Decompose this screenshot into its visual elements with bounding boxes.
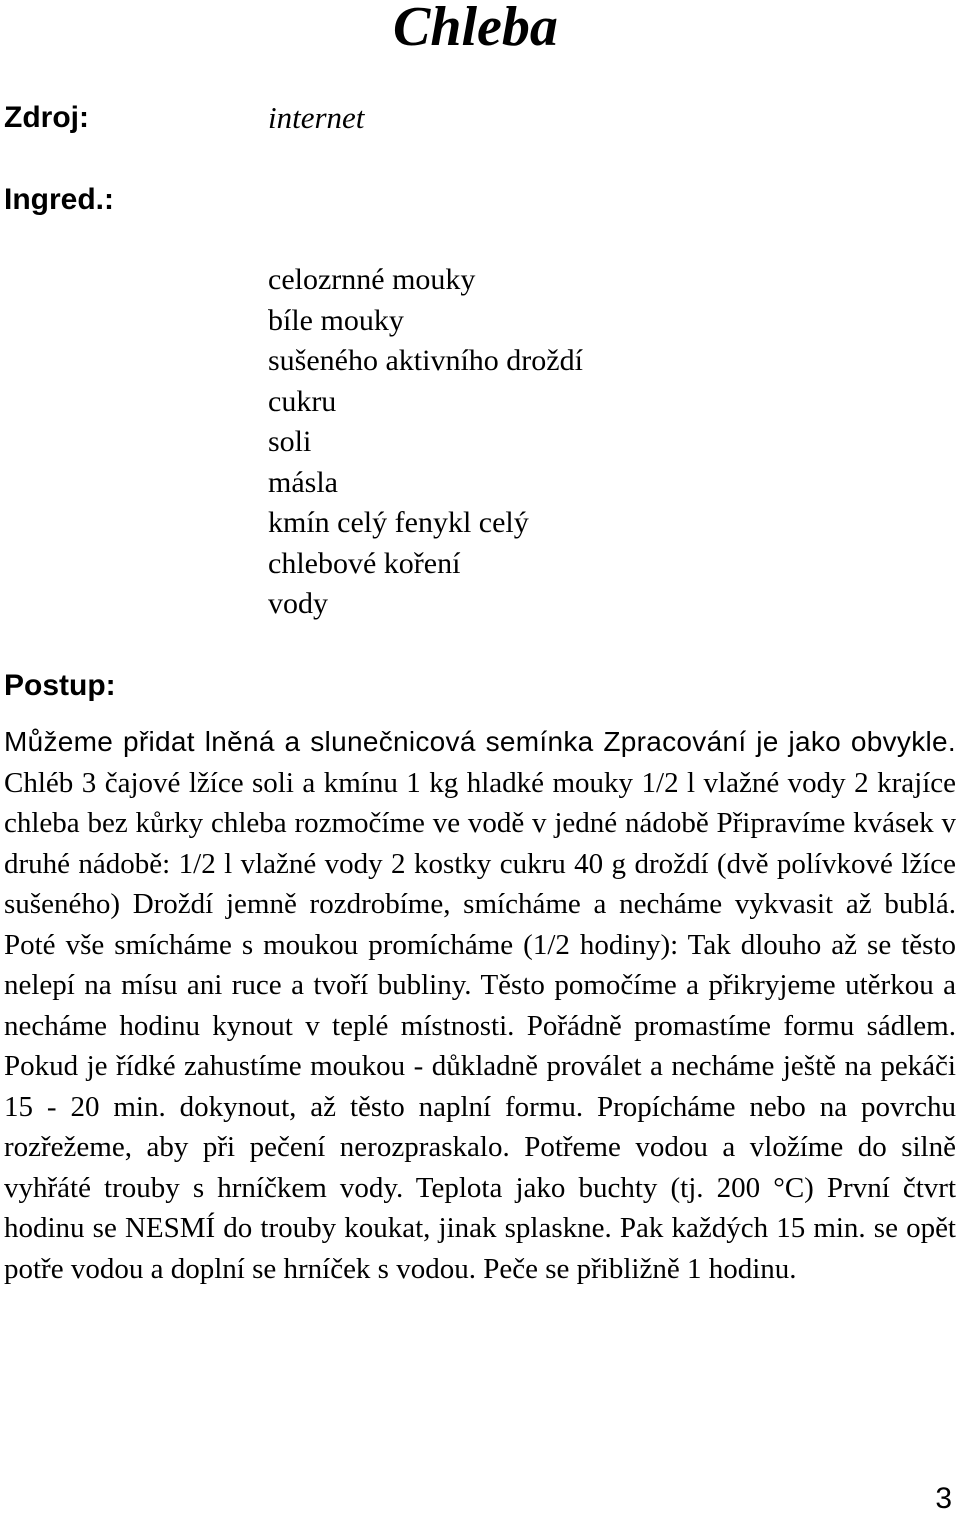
ingredient-name: kmín celý fenykl celý (268, 506, 529, 539)
ingredient-row (0, 544, 700, 585)
ingredients-list (0, 260, 700, 625)
ingredient-row (0, 341, 700, 382)
ingredient-row (0, 260, 700, 301)
ingredient-name: másla (268, 465, 338, 499)
ingredient-row (0, 422, 700, 463)
ingredient-name: chlebové koření (268, 546, 461, 580)
source-label: Zdroj: (4, 101, 89, 134)
ingredient-row (0, 584, 700, 625)
ingredient-name: soli (268, 425, 312, 458)
ingredients-label: Ingred.: (4, 183, 114, 216)
ingredient-row (0, 503, 700, 544)
ingredient-name: sušeného aktivního droždí (268, 344, 583, 377)
page-number: 3 (935, 1482, 952, 1515)
ingredient-row (0, 463, 700, 504)
procedure-steps: Chléb 3 čajové lžíce soli a kmínu 1 kg hladké mouky 1/2 l vlažné vody 2 krajíce chleba bez kůrky chleba rozmočíme ve vodě v jedné nádobě Připravíme kvásek v druhé nádobě: 1/2 l vlažné vody 2 kostky cukru 40 g droždí (dvě polívkové lžíce sušeného) Droždí jemně rozdrobíme, smícháme a necháme vykvasit až bublá. Poté vše smícháme s moukou promícháme (1/2 hodiny): Tak dlouho až se těsto nelepí na mísu ani ruce a tvoří bubliny. Těsto pomočíme a přikryjeme utěrkou a necháme hodinu kynout v teplé místnosti. Pořádně promastíme formu sádlem. Pokud je řídké zahustíme moukou - důkladně proválet a necháme ještě na pekáči 15 - 20 min. dokynout, až těsto naplní formu. Propícháme nebo na povrchu rozřežeme, aby při pečení nerozpraskalo. Potřeme vodou a vložíme do silně vyhřáté trouby s hrníčkem vody. Teplota jako buchty (tj. 200 °C) První čtvrt hodinu se NESMÍ do trouby koukat, jinak splaskne. Pak každých 15 min. se opět potře vodou a doplní se hrníček s vodou. Peče se přibližně 1 hodinu. (4, 766, 956, 1285)
procedure-intro: Můžeme přidat lněná a slunečnicová semínka Zpracování je jako obvykle. (4, 726, 956, 757)
source-value: internet (268, 100, 365, 135)
ingredient-row (0, 301, 700, 342)
procedure-label: Postup: (4, 669, 116, 702)
ingredient-name: cukru (268, 384, 337, 418)
ingredient-name: celozrnné mouky (268, 263, 476, 296)
ingredient-name: bíle mouky (268, 303, 404, 337)
ingredient-name: vody (268, 587, 328, 620)
recipe-title: Chleba (393, 0, 558, 58)
procedure-text (4, 722, 956, 1289)
ingredient-row (0, 382, 700, 423)
